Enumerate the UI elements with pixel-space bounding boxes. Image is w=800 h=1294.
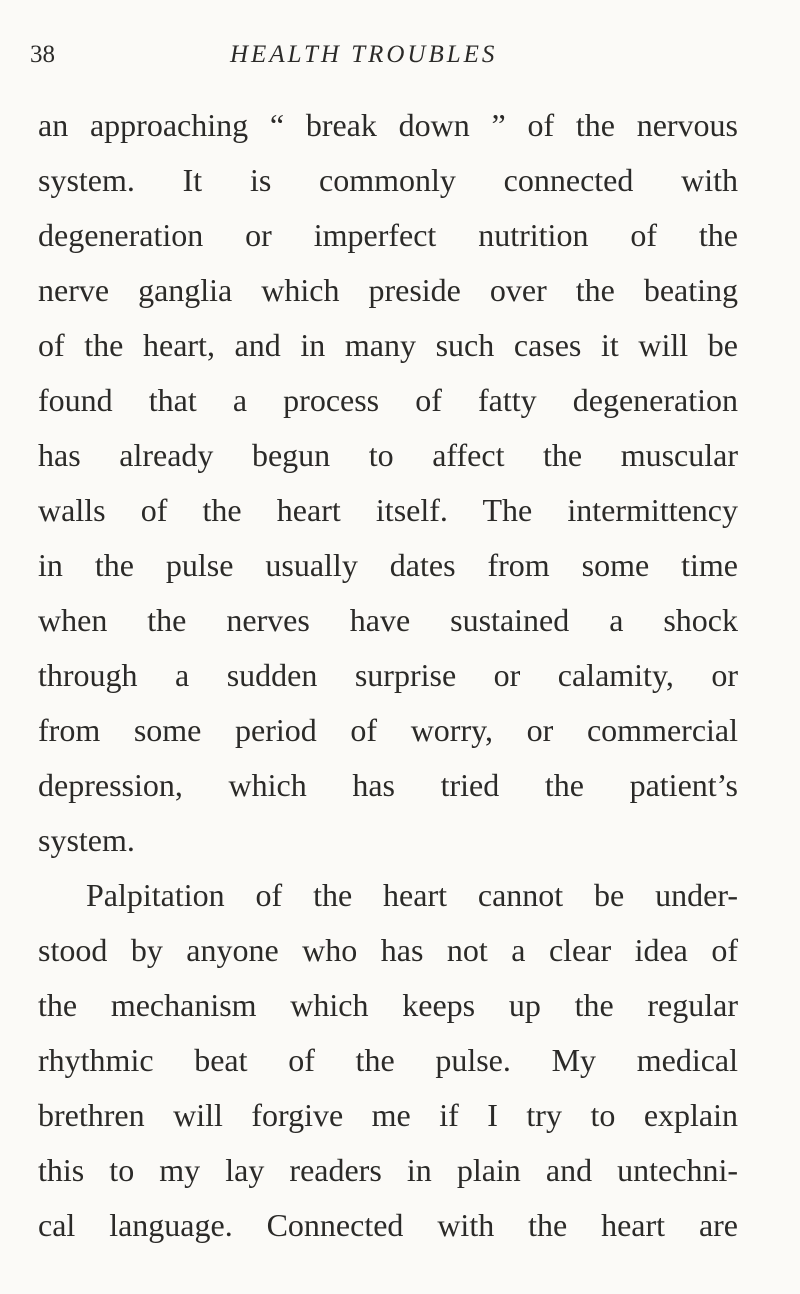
text-line: nerve ganglia which preside over the beating — [38, 272, 738, 308]
text-line: brethren will forgive me if I try to explain — [38, 1097, 738, 1133]
text-line: the mechanism which keeps up the regular — [38, 987, 738, 1023]
text-line: depression, which has tried the patient’s — [38, 767, 738, 803]
running-title: HEALTH TROUBLES — [230, 41, 498, 68]
text-line: an approaching “ break down ” of the nervous — [38, 107, 738, 143]
running-header — [30, 38, 770, 72]
page-number: 38 — [30, 41, 55, 68]
text-line: from some period of worry, or commercial — [38, 712, 738, 748]
text-line: found that a process of fatty degeneration — [38, 382, 738, 418]
paragraph-start-line: Palpitation of the heart cannot be under- — [86, 877, 738, 913]
body-text — [38, 98, 738, 1253]
text-line: when the nerves have sustained a shock — [38, 602, 738, 638]
text-line: rhythmic beat of the pulse. My medical — [38, 1042, 738, 1078]
text-line: walls of the heart itself. The intermittency — [38, 492, 738, 528]
text-line: cal language. Connected with the heart are — [38, 1207, 738, 1243]
text-line: of the heart, and in many such cases it will be — [38, 327, 738, 363]
text-line: in the pulse usually dates from some time — [38, 547, 738, 583]
text-line: has already begun to affect the muscular — [38, 437, 738, 473]
text-line: system. It is commonly connected with — [38, 162, 738, 198]
text-line: stood by anyone who has not a clear idea of — [38, 932, 738, 968]
text-line: this to my lay readers in plain and untechni- — [38, 1152, 738, 1188]
text-line: through a sudden surprise or calamity, or — [38, 657, 738, 693]
text-line: system. — [38, 822, 135, 858]
text-line: degeneration or imperfect nutrition of the — [38, 217, 738, 253]
